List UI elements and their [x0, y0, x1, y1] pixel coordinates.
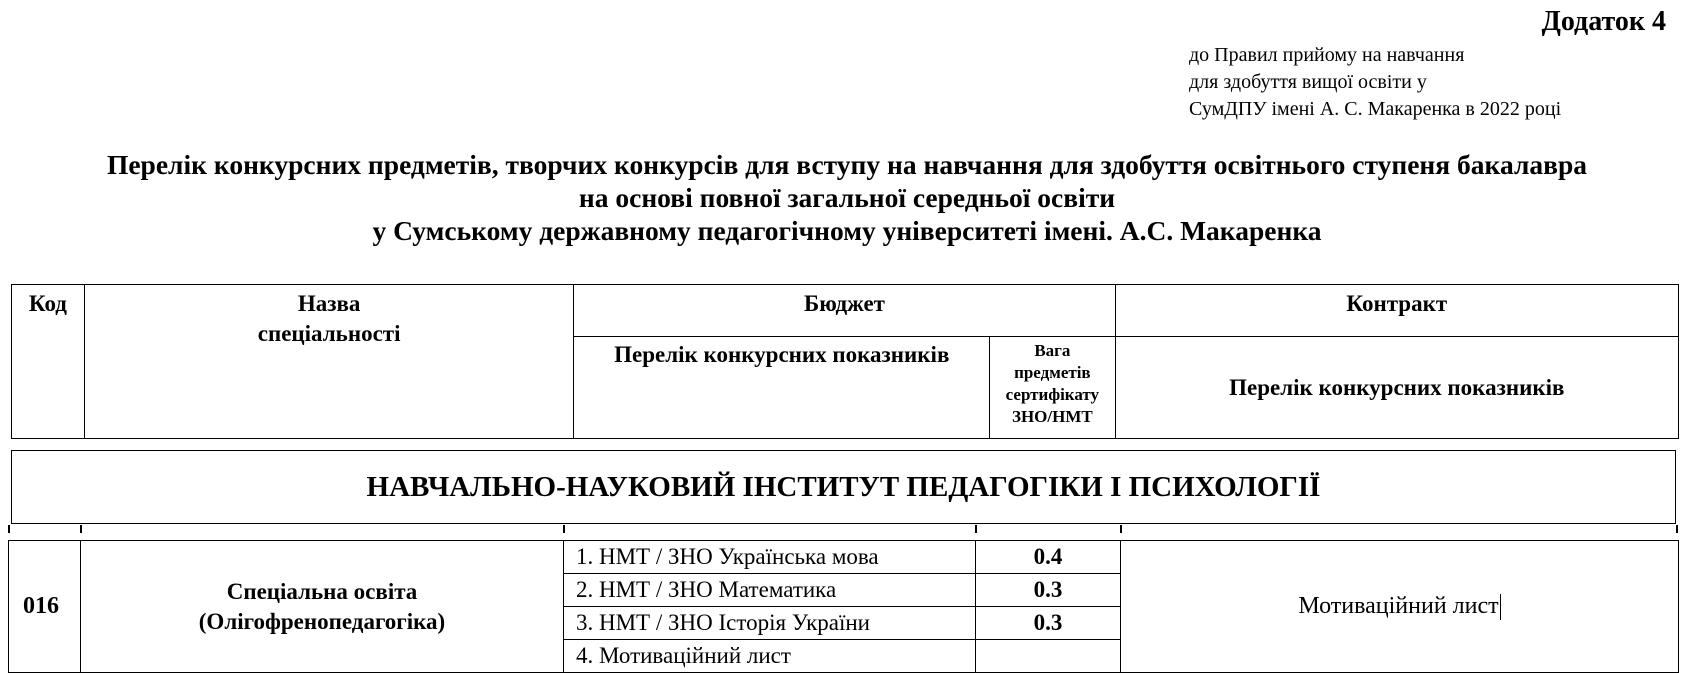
table-border-stub: [80, 525, 82, 533]
appendix-title: Додаток 4: [1541, 6, 1666, 37]
text-cursor: [1500, 594, 1501, 620]
contract-list-label: Перелік конкурсних показників: [1229, 374, 1565, 400]
weight-column-header: [990, 337, 1115, 439]
contract-header-label: Контракт: [1346, 291, 1448, 316]
weight-header-line: предметів: [1014, 363, 1091, 382]
appendix-note-line: СумДПУ імені А. С. Макаренка в 2022 році: [1189, 98, 1562, 120]
subject-weight: [976, 541, 1121, 574]
contract-criteria-text: Мотиваційний лист: [1298, 592, 1499, 619]
weight-header-line: Вага: [1034, 341, 1071, 360]
contract-criteria[interactable]: [1121, 541, 1679, 673]
subject-label: 4. Мотиваційний лист: [576, 643, 791, 668]
budget-list-label: Перелік конкурсних показників: [614, 342, 950, 367]
table-border-stub: [975, 525, 977, 533]
subject-item: [564, 574, 976, 607]
name-header-line: спеціальності: [257, 321, 401, 346]
specialty-name: [81, 541, 564, 673]
appendix-note-line: до Правил прийому на навчання: [1189, 44, 1465, 66]
code-column-header: [12, 285, 85, 439]
subject-item: [564, 640, 976, 673]
name-header-line: Назва: [297, 291, 361, 316]
contract-list-header: [1115, 337, 1678, 439]
subject-weight: [976, 607, 1121, 640]
budget-list-header: [574, 337, 990, 439]
subject-weight: [976, 640, 1121, 673]
table-border-stub: [1676, 525, 1678, 533]
code-header-label: Код: [28, 291, 67, 316]
table-border-stub: [8, 525, 10, 533]
subject-weight-value: 0.3: [1033, 577, 1063, 602]
budget-header-label: Бюджет: [803, 291, 885, 316]
name-column-header: [84, 285, 574, 439]
weight-header-line: сертифікату: [1005, 385, 1100, 404]
table-row: [9, 541, 1679, 574]
subject-weight-value: 0.3: [1033, 610, 1063, 635]
specialty-name-line: Спеціальна освіта: [226, 578, 418, 604]
heading-line: на основі повної загальної середньої освіти: [578, 182, 1116, 213]
subject-weight-value: 0.4: [1033, 544, 1063, 569]
specialty-name-line: (Олігофренопедагогіка): [198, 608, 446, 634]
specialty-code-value: 016: [23, 593, 59, 619]
subject-label: 1. НМТ / ЗНО Українська мова: [576, 544, 879, 569]
budget-column-header: [574, 285, 1115, 337]
institute-section-header: [11, 450, 1676, 524]
heading-line: у Сумському державному педагогічному університеті імені. А.С. Макаренка: [372, 215, 1322, 246]
document-heading: [0, 148, 1684, 247]
subject-label: 2. НМТ / ЗНО Математика: [576, 577, 837, 602]
weight-header-line: ЗНО/НМТ: [1011, 407, 1093, 426]
institute-title: НАВЧАЛЬНО-НАУКОВИЙ ІНСТИТУТ ПЕДАГОГІКИ І ПСИХОЛОГІЇ: [366, 470, 1321, 503]
table-border-stub: [1120, 525, 1122, 533]
appendix-note-line: для здобуття вищої освіти у: [1189, 71, 1427, 93]
subject-label: 3. НМТ / ЗНО Історія України: [576, 610, 870, 635]
specialty-table: [8, 540, 1679, 673]
specialty-code: [9, 541, 81, 673]
appendix-note: [1189, 42, 1561, 123]
header-table: [11, 284, 1679, 439]
subject-weight: [976, 574, 1121, 607]
subject-item: [564, 541, 976, 574]
contract-column-header: [1115, 285, 1678, 337]
table-border-stub: [563, 525, 565, 533]
heading-line: Перелік конкурсних предметів, творчих конкурсів для вступу на навчання для здобуття освітнього ступеня бакалавра: [106, 149, 1588, 180]
subject-item: [564, 607, 976, 640]
